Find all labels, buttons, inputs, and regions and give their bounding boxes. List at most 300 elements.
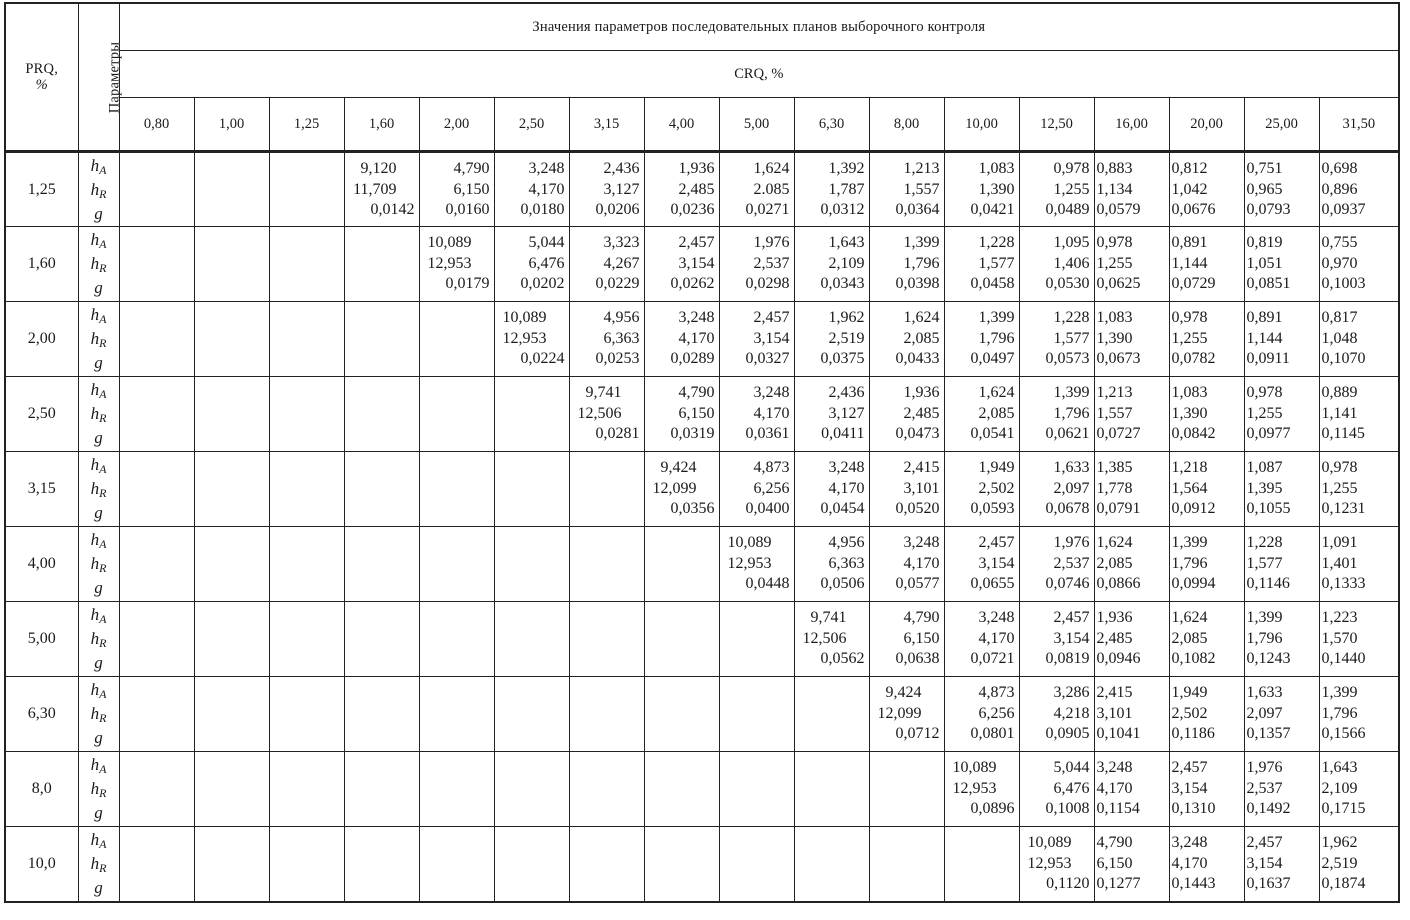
h-r-value: 1,796 xyxy=(1053,404,1090,422)
value-cell xyxy=(944,752,1019,827)
g-value: 0,1492 xyxy=(1246,800,1291,817)
value-cell xyxy=(1169,377,1244,452)
h-r-value: 2,085 xyxy=(978,404,1015,422)
h-r-value: 12,953 xyxy=(952,779,997,797)
prq-value: 2,50 xyxy=(5,377,78,452)
empty-cell xyxy=(419,302,494,377)
crq-column-header: 0,80 xyxy=(119,98,194,152)
h-a-value: 1,399 xyxy=(1321,684,1358,701)
param-subscript: A xyxy=(99,762,107,776)
table-row xyxy=(5,827,1399,902)
h-a-value: 10,089 xyxy=(1027,834,1072,851)
params-header xyxy=(78,3,122,152)
value-cell xyxy=(1244,302,1319,377)
value-cell xyxy=(869,602,944,677)
g-value: 0,0593 xyxy=(970,500,1015,517)
g-value: 0,1082 xyxy=(1171,650,1216,667)
value-cell xyxy=(1094,677,1169,752)
h-a-value: 0,883 xyxy=(1096,160,1133,177)
g-value: 0,0721 xyxy=(970,650,1015,667)
h-r-value: 1,042 xyxy=(1171,180,1208,198)
value-cell xyxy=(1169,527,1244,602)
g-value: 0,0271 xyxy=(745,201,790,218)
h-r-value: 1,557 xyxy=(903,180,940,198)
param-symbols xyxy=(78,302,119,377)
h-a-value: 10,089 xyxy=(727,534,772,551)
crq-column-header: 6,30 xyxy=(794,98,869,152)
h-a-value: 1,213 xyxy=(903,160,940,177)
g-value: 0,0851 xyxy=(1246,275,1291,292)
h-a-value: 9,120 xyxy=(360,160,397,177)
h-a-value: 1,228 xyxy=(1246,534,1283,551)
param-symbol-g: g xyxy=(94,203,103,223)
value-cell xyxy=(1019,752,1094,827)
g-value: 0,0977 xyxy=(1246,425,1291,442)
h-a-value: 3,248 xyxy=(678,309,715,326)
g-value: 0,1874 xyxy=(1321,875,1366,892)
empty-cell xyxy=(569,752,644,827)
param-symbol-g: g xyxy=(94,578,103,597)
param-symbols xyxy=(78,377,119,452)
value-cell xyxy=(719,302,794,377)
value-cell xyxy=(1094,827,1169,902)
g-value: 0,0577 xyxy=(895,575,940,592)
prq-value: 1,25 xyxy=(5,152,78,227)
h-a-value: 1,949 xyxy=(978,459,1015,476)
g-value: 0,1637 xyxy=(1246,875,1291,892)
empty-cell xyxy=(719,827,794,902)
empty-cell xyxy=(794,677,869,752)
h-r-value: 6,476 xyxy=(1053,779,1090,797)
empty-cell xyxy=(644,527,719,602)
value-cell xyxy=(1244,377,1319,452)
param-symbol-h: h xyxy=(90,704,100,723)
h-r-value: 3,154 xyxy=(978,554,1015,572)
empty-cell xyxy=(344,452,419,527)
value-cell xyxy=(1019,377,1094,452)
g-value: 0,0229 xyxy=(595,275,640,292)
value-cell xyxy=(719,452,794,527)
param-subscript: A xyxy=(99,836,107,851)
h-r-value: 2,485 xyxy=(903,404,940,422)
h-a-value: 4,956 xyxy=(828,534,865,551)
h-r-value: 3,154 xyxy=(678,254,715,272)
empty-cell xyxy=(569,602,644,677)
empty-cell xyxy=(119,152,194,227)
h-a-value: 1,083 xyxy=(978,160,1015,177)
h-r-value: 1,570 xyxy=(1321,629,1358,647)
value-cell xyxy=(1169,152,1244,227)
param-symbol-h: h xyxy=(90,455,100,474)
h-a-value: 9,424 xyxy=(885,684,922,701)
h-a-value: 1,976 xyxy=(1246,759,1283,776)
empty-cell xyxy=(494,452,569,527)
h-a-value: 1,083 xyxy=(1171,384,1208,401)
g-value: 0,0562 xyxy=(820,650,865,667)
h-a-value: 1,385 xyxy=(1096,459,1133,476)
value-cell xyxy=(1019,827,1094,902)
empty-cell xyxy=(344,827,419,902)
empty-cell xyxy=(494,677,569,752)
value-cell xyxy=(944,677,1019,752)
h-r-value: 1,144 xyxy=(1171,254,1208,272)
value-cell xyxy=(644,377,719,452)
h-r-value: 1,144 xyxy=(1246,329,1283,347)
crq-column-header: 5,00 xyxy=(719,98,794,152)
empty-cell xyxy=(794,752,869,827)
param-symbol-g: g xyxy=(94,428,103,447)
value-cell xyxy=(869,152,944,227)
h-r-value: 1,796 xyxy=(1171,554,1208,572)
h-a-value: 9,741 xyxy=(810,609,847,626)
h-a-value: 2,457 xyxy=(978,534,1015,551)
param-symbol-h: h xyxy=(90,479,100,498)
value-cell xyxy=(419,152,494,227)
h-a-value: 1,633 xyxy=(1246,684,1283,701)
value-cell xyxy=(1094,527,1169,602)
empty-cell xyxy=(119,677,194,752)
crq-column-header: 8,00 xyxy=(869,98,944,152)
empty-cell xyxy=(119,227,194,302)
g-value: 0,0994 xyxy=(1171,575,1216,592)
g-value: 0,0791 xyxy=(1096,500,1141,517)
h-a-value: 1,399 xyxy=(903,234,940,251)
empty-cell xyxy=(494,827,569,902)
g-value: 0,0946 xyxy=(1096,650,1141,667)
crq-column-header: 2,50 xyxy=(494,98,569,152)
h-a-value: 1,976 xyxy=(753,234,790,251)
value-cell xyxy=(944,152,1019,227)
g-value: 0,0236 xyxy=(670,201,715,218)
g-value: 0,0729 xyxy=(1171,275,1216,292)
h-r-value: 4,267 xyxy=(603,254,640,272)
value-cell xyxy=(1319,752,1399,827)
empty-cell xyxy=(119,377,194,452)
value-cell xyxy=(1094,152,1169,227)
h-a-value: 1,392 xyxy=(828,160,865,177)
param-symbols xyxy=(78,602,119,677)
h-a-value: 4,790 xyxy=(678,384,715,401)
g-value: 0,0673 xyxy=(1096,350,1141,367)
h-a-value: 3,248 xyxy=(978,609,1015,626)
g-value: 0,0638 xyxy=(895,650,940,667)
empty-cell xyxy=(194,602,269,677)
empty-cell xyxy=(419,752,494,827)
param-subscript: R xyxy=(99,860,107,875)
h-r-value: 12,953 xyxy=(502,329,547,347)
h-r-value: 1,577 xyxy=(1246,554,1283,572)
value-cell xyxy=(1094,377,1169,452)
value-cell xyxy=(1244,152,1319,227)
param-symbols xyxy=(78,677,119,752)
empty-cell xyxy=(419,677,494,752)
value-cell xyxy=(1244,452,1319,527)
empty-cell xyxy=(644,827,719,902)
g-value: 0,1243 xyxy=(1246,650,1291,667)
table-title: Значения параметров последовательных планов выборочного контроля xyxy=(119,3,1399,51)
h-r-value: 1,796 xyxy=(903,254,940,272)
empty-cell xyxy=(194,752,269,827)
value-cell xyxy=(569,302,644,377)
h-a-value: 2,436 xyxy=(828,384,865,401)
h-r-value: 3,127 xyxy=(828,404,865,422)
prq-value: 8,0 xyxy=(5,752,78,827)
value-cell xyxy=(794,602,869,677)
h-a-value: 1,633 xyxy=(1053,459,1090,476)
value-cell xyxy=(944,452,1019,527)
h-r-value: 1,796 xyxy=(1321,704,1358,722)
value-cell xyxy=(644,452,719,527)
value-cell xyxy=(344,152,419,227)
h-r-value: 3,101 xyxy=(903,479,940,497)
g-value: 0,0937 xyxy=(1321,201,1366,218)
h-r-value: 12,099 xyxy=(652,479,697,497)
g-value: 0,0655 xyxy=(970,575,1015,592)
h-a-value: 3,248 xyxy=(1096,759,1133,776)
g-value: 0,0298 xyxy=(745,275,790,292)
param-subscript: A xyxy=(99,312,107,326)
h-a-value: 0,751 xyxy=(1246,160,1283,177)
empty-cell xyxy=(569,677,644,752)
g-value: 0,0202 xyxy=(520,275,565,292)
empty-cell xyxy=(569,827,644,902)
g-value: 0,0678 xyxy=(1045,500,1090,517)
h-a-value: 1,962 xyxy=(1321,834,1358,851)
h-a-value: 1,091 xyxy=(1321,534,1358,551)
crq-column-header: 12,50 xyxy=(1019,98,1094,152)
value-cell xyxy=(1244,527,1319,602)
param-symbols xyxy=(78,227,119,302)
h-a-value: 4,790 xyxy=(453,160,490,177)
h-r-value: 2,085 xyxy=(1171,629,1208,647)
param-subscript: A xyxy=(99,387,107,401)
table-row xyxy=(5,152,1399,227)
g-value: 0,1145 xyxy=(1321,425,1365,442)
table-row xyxy=(5,677,1399,752)
param-symbols xyxy=(78,827,119,902)
value-cell xyxy=(1319,452,1399,527)
h-a-value: 4,790 xyxy=(1096,834,1133,851)
empty-cell xyxy=(344,527,419,602)
param-symbol-g: g xyxy=(94,653,103,672)
h-a-value: 3,248 xyxy=(903,534,940,551)
h-r-value: 2,485 xyxy=(678,180,715,198)
g-value: 0,1041 xyxy=(1096,725,1141,742)
h-r-value: 6,256 xyxy=(978,704,1015,722)
value-cell xyxy=(494,152,569,227)
g-value: 0,0579 xyxy=(1096,201,1141,218)
value-cell xyxy=(869,452,944,527)
h-r-value: 4,170 xyxy=(978,629,1015,647)
value-cell xyxy=(644,152,719,227)
h-r-value: 2,097 xyxy=(1246,704,1283,722)
value-cell xyxy=(1244,677,1319,752)
g-value: 0,0676 xyxy=(1171,201,1216,218)
param-symbol-g: g xyxy=(94,353,103,372)
h-a-value: 2,457 xyxy=(1053,609,1090,626)
g-value: 0,0343 xyxy=(820,275,865,292)
crq-column-header: 1,00 xyxy=(194,98,269,152)
h-r-value: 12,506 xyxy=(577,404,622,422)
empty-cell xyxy=(869,827,944,902)
h-r-value: 4,218 xyxy=(1053,704,1090,722)
g-value: 0,0454 xyxy=(820,500,865,517)
value-cell xyxy=(1169,752,1244,827)
prq-value: 2,00 xyxy=(5,302,78,377)
h-r-value: 1,577 xyxy=(1053,329,1090,347)
value-cell xyxy=(1319,677,1399,752)
empty-cell xyxy=(194,527,269,602)
h-a-value: 1,624 xyxy=(978,384,1015,401)
document-sheet xyxy=(4,2,1400,903)
value-cell xyxy=(494,302,569,377)
empty-cell xyxy=(119,602,194,677)
h-a-value: 1,949 xyxy=(1171,684,1208,701)
h-a-value: 1,643 xyxy=(1321,759,1358,776)
h-r-value: 2.085 xyxy=(753,180,790,198)
param-symbol-h: h xyxy=(90,179,100,199)
h-r-value: 1,390 xyxy=(1171,404,1208,422)
h-a-value: 1,643 xyxy=(828,234,865,251)
value-cell xyxy=(1094,227,1169,302)
param-symbol-g: g xyxy=(94,503,103,522)
value-cell xyxy=(869,227,944,302)
g-value: 0,1443 xyxy=(1171,875,1216,892)
param-symbol-h: h xyxy=(90,605,100,624)
h-a-value: 3,323 xyxy=(603,234,640,251)
h-r-value: 2,085 xyxy=(903,329,940,347)
h-r-value: 1,255 xyxy=(1321,479,1358,497)
empty-cell xyxy=(419,377,494,452)
empty-cell xyxy=(719,752,794,827)
h-r-value: 2,502 xyxy=(1171,704,1208,722)
h-a-value: 1,228 xyxy=(1053,309,1090,326)
param-symbol-g: g xyxy=(94,278,103,297)
h-a-value: 1,223 xyxy=(1321,609,1358,626)
g-value: 0,0327 xyxy=(745,350,790,367)
crq-column-header: 20,00 xyxy=(1169,98,1244,152)
param-subscript: A xyxy=(99,537,107,551)
empty-cell xyxy=(269,527,344,602)
g-value: 0,0179 xyxy=(445,275,490,292)
g-value: 0,0375 xyxy=(820,350,865,367)
value-cell xyxy=(1319,302,1399,377)
g-value: 0,0364 xyxy=(895,201,940,218)
h-r-value: 1,390 xyxy=(1096,329,1133,347)
h-a-value: 1,399 xyxy=(1171,534,1208,551)
empty-cell xyxy=(794,827,869,902)
h-r-value: 1,390 xyxy=(978,180,1015,198)
value-cell xyxy=(944,602,1019,677)
param-subscript: R xyxy=(99,186,107,201)
g-value: 0,1154 xyxy=(1096,800,1140,817)
value-cell xyxy=(794,302,869,377)
h-a-value: 0,812 xyxy=(1171,160,1208,177)
g-value: 0,1357 xyxy=(1246,725,1291,742)
empty-cell xyxy=(494,752,569,827)
g-value: 0,0896 xyxy=(970,800,1015,817)
h-r-value: 6,256 xyxy=(753,479,790,497)
crq-column-header: 3,15 xyxy=(569,98,644,152)
h-a-value: 4,873 xyxy=(978,684,1015,701)
prq-value: 10,0 xyxy=(5,827,78,902)
param-subscript: R xyxy=(99,786,107,800)
value-cell xyxy=(869,302,944,377)
param-symbol-h: h xyxy=(90,680,100,699)
g-value: 0,0319 xyxy=(670,425,715,442)
h-a-value: 0,978 xyxy=(1246,384,1283,401)
h-r-value: 1,577 xyxy=(978,254,1015,272)
g-value: 0,0497 xyxy=(970,350,1015,367)
h-a-value: 1,087 xyxy=(1246,459,1283,476)
g-value: 0,0262 xyxy=(670,275,715,292)
h-a-value: 1,624 xyxy=(1171,609,1208,626)
table-row xyxy=(5,452,1399,527)
h-a-value: 2,436 xyxy=(603,160,640,177)
h-a-value: 0,891 xyxy=(1246,309,1283,326)
h-a-value: 0,819 xyxy=(1246,234,1283,251)
h-r-value: 2,502 xyxy=(978,479,1015,497)
h-r-value: 2,485 xyxy=(1096,629,1133,647)
h-a-value: 10,089 xyxy=(502,309,547,326)
param-subscript: R xyxy=(99,561,107,575)
h-a-value: 0,978 xyxy=(1171,309,1208,326)
h-a-value: 0,891 xyxy=(1171,234,1208,251)
g-value: 0,0312 xyxy=(820,201,865,218)
g-value: 0,0866 xyxy=(1096,575,1141,592)
crq-column-header: 1,25 xyxy=(269,98,344,152)
param-symbol-h: h xyxy=(90,554,100,573)
g-value: 0,1055 xyxy=(1246,500,1291,517)
value-cell xyxy=(1319,377,1399,452)
h-a-value: 1,624 xyxy=(1096,534,1133,551)
h-r-value: 12,099 xyxy=(877,704,922,722)
param-subscript: A xyxy=(99,162,107,177)
value-cell xyxy=(794,227,869,302)
g-value: 0,1120 xyxy=(1046,875,1090,892)
g-value: 0,0489 xyxy=(1045,201,1090,218)
param-symbol-h: h xyxy=(90,530,100,549)
g-value: 0,1440 xyxy=(1321,650,1366,667)
g-value: 0,0180 xyxy=(520,201,565,218)
empty-cell xyxy=(944,827,1019,902)
g-value: 0,0433 xyxy=(895,350,940,367)
empty-cell xyxy=(194,377,269,452)
empty-cell xyxy=(644,752,719,827)
prq-header-line2: % xyxy=(35,77,48,93)
value-cell xyxy=(1169,227,1244,302)
h-r-value: 3,154 xyxy=(1053,629,1090,647)
empty-cell xyxy=(569,527,644,602)
g-value: 0,1277 xyxy=(1096,875,1141,892)
h-r-value: 1,796 xyxy=(1246,629,1283,647)
h-a-value: 1,624 xyxy=(903,309,940,326)
prq-value: 1,60 xyxy=(5,227,78,302)
g-value: 0,0473 xyxy=(895,425,940,442)
g-value: 0,1146 xyxy=(1246,575,1290,592)
param-subscript: R xyxy=(99,411,107,425)
empty-cell xyxy=(269,227,344,302)
h-r-value: 4,170 xyxy=(528,180,565,198)
value-cell xyxy=(1319,527,1399,602)
h-a-value: 1,083 xyxy=(1096,309,1133,326)
h-r-value: 3,154 xyxy=(1171,779,1208,797)
h-a-value: 1,228 xyxy=(978,234,1015,251)
value-cell xyxy=(644,302,719,377)
h-r-value: 3,101 xyxy=(1096,704,1133,722)
table-row xyxy=(5,752,1399,827)
param-symbol-h: h xyxy=(90,254,100,273)
